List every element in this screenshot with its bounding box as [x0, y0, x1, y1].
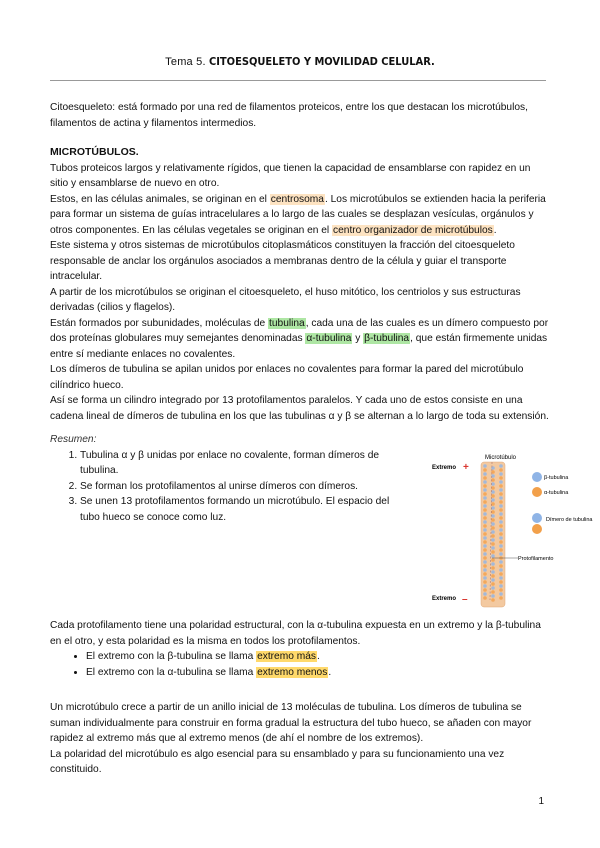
tubulin-dot [499, 572, 503, 576]
tubulin-dot [499, 476, 503, 480]
tubulin-dot [491, 598, 495, 602]
tubulin-dot [499, 484, 503, 488]
tubulin-dot [483, 484, 487, 488]
text: . [493, 224, 497, 236]
beta-legend-label: β-tubulina [544, 475, 569, 481]
tubulin-dot [499, 548, 503, 552]
tubulin-dot [483, 524, 487, 528]
tubulin-dot [483, 552, 487, 556]
tubulin-dot [483, 548, 487, 552]
tubulin-dot [491, 570, 495, 574]
text: El extremo con la α-tubulina se llama [86, 666, 257, 678]
tubulin-dot [483, 508, 487, 512]
plus-sign: + [463, 462, 469, 473]
microtubule-figure [430, 450, 593, 610]
tubulin-dot [483, 476, 487, 480]
tubulin-dot [483, 588, 487, 592]
paragraph-5 [50, 316, 550, 363]
paragraph-8: Cada protofilamento tiene una polaridad estructural, con la α-tubulina expuesta en un extremo y la β-tubulina en el otro, y esta polaridad es la misma en todos los protofilamentos. [50, 620, 541, 647]
beta-legend-dot [532, 472, 542, 482]
resumen-list [50, 448, 410, 526]
text: El extremo con la β-tubulina se llama [86, 651, 257, 662]
tubulin-dot [499, 528, 503, 532]
alpha-legend-dot [532, 487, 542, 497]
tubulin-dot [499, 560, 503, 564]
tubulin-dot [499, 516, 503, 520]
text: . Los microtúbulos se extienden hacia la periferia para formar un sistema de guías intracelulares a lo largo de las cuales se desplazan vesículas, orgánulos y otros componentes. En las células vegetales se originan en el [50, 193, 546, 236]
polarity-section [50, 618, 550, 680]
tubulin-dot [499, 536, 503, 540]
intro-paragraph: Citoesqueleto: está formado por una red de filamentos proteicos, entre los que destacan los microtúbulos, filamentos de actina y filamentos intermedios. [50, 102, 528, 129]
topic-label: Tema 5. [165, 56, 206, 68]
resumen-label: Resumen: [50, 434, 97, 445]
paragraph-4: A partir de los microtúbulos se originan el citoesqueleto, el huso mitótico, los centriolos y sus estructuras derivadas (cilios y flagelos). [50, 286, 521, 313]
tubulin-dot [491, 546, 495, 550]
text: , que están firmemente unidas entre sí mediante enlaces no covalentes. [50, 333, 548, 360]
tubulin-dot [483, 504, 487, 508]
tubulin-dot [491, 578, 495, 582]
tubulin-dot [499, 576, 503, 580]
tubulin-dot [483, 532, 487, 536]
tubulin-dot [491, 534, 495, 538]
tubulin-dot [499, 512, 503, 516]
resumen-item: 2. Se forman los protofilamentos al unirse dímeros con dímeros. [80, 479, 410, 495]
minus-end-label: Extremo [432, 596, 457, 602]
tubulin-dot [499, 504, 503, 508]
topic-title: CITOESQUELETO Y MOVILIDAD CELULAR. [208, 55, 435, 68]
dimer-legend-beta [532, 513, 542, 523]
tubulin-dot [491, 530, 495, 534]
tubulin-dot [491, 582, 495, 586]
tubulin-dot [499, 488, 503, 492]
text: . [328, 666, 332, 678]
tubulin-dot [499, 532, 503, 536]
tubulin-dot [483, 560, 487, 564]
tubulin-dot [499, 540, 503, 544]
tubulin-dot [491, 526, 495, 530]
tubulin-dot [491, 590, 495, 594]
tubulin-dot [491, 554, 495, 558]
tubulin-dot [483, 528, 487, 532]
tubulin-dot [499, 580, 503, 584]
tubulin-dot [499, 496, 503, 500]
tubulin-dot [483, 520, 487, 524]
paragraph-2 [50, 192, 550, 239]
highlight-beta-tubulina: β-tubulina [364, 333, 410, 344]
tubulin-dot [499, 544, 503, 548]
tubulin-dot [483, 556, 487, 560]
tubulin-dot [483, 468, 487, 472]
text: Están formados por subunidades, moléculas de [50, 317, 269, 329]
tubulin-dot [483, 568, 487, 572]
minus-sign: – [462, 594, 468, 605]
paragraph-3: Este sistema y otros sistemas de microtúbulos citoplasmáticos constituyen la fracción del citoesqueleto responsable de anclar los orgánulos asociados a membranas dentro de la célula y guiar el transporte intracelular. [50, 240, 515, 282]
intro-block [50, 100, 550, 131]
tubulin-dot [491, 566, 495, 570]
ends-item [86, 649, 550, 665]
tubulin-dot [483, 584, 487, 588]
tubulin-dot [499, 584, 503, 588]
tubulin-dot [483, 596, 487, 600]
figure-title: Microtúbulo [485, 455, 517, 461]
tubulin-dot [491, 514, 495, 518]
tubulin-dot [499, 592, 503, 596]
tubulin-dot [483, 580, 487, 584]
tubulin-dots [483, 464, 503, 602]
paragraph-1: Tubos proteicos largos y relativamente rígidos, que tienen la capacidad de ensamblarse con rapidez en un sitio y ensamblarse de nuevo en otro. [50, 162, 531, 189]
ends-item [86, 665, 550, 681]
tubulin-dot [491, 510, 495, 514]
tubulin-dot [483, 572, 487, 576]
tubulin-dot [483, 492, 487, 496]
tubulin-dot [483, 576, 487, 580]
alpha-legend-label: α-tubulina [544, 490, 569, 496]
tubulin-dot [499, 500, 503, 504]
highlight-tubulina: tubulina [269, 317, 305, 329]
tubulin-dot [491, 506, 495, 510]
tubulin-dot [499, 588, 503, 592]
tubulin-dot [491, 550, 495, 554]
dimer-legend-alpha [532, 524, 542, 534]
paragraph-6: Los dímeros de tubulina se apilan unidos por enlaces no covalentes para formar la pared del microtúbulo cilíndrico hueco. [50, 364, 524, 391]
text: . [316, 651, 320, 662]
tubulin-dot [483, 564, 487, 568]
tubulin-dot [499, 552, 503, 556]
tubulin-dot [483, 472, 487, 476]
tubulin-dot [483, 540, 487, 544]
tubulin-dot [483, 544, 487, 548]
tubulin-dot [483, 592, 487, 596]
tubulin-dot [491, 558, 495, 562]
tubulin-dot [483, 488, 487, 492]
tubulin-dot [499, 524, 503, 528]
tubulin-dot [499, 480, 503, 484]
tubulin-dot [483, 500, 487, 504]
tubulin-dot [491, 502, 495, 506]
tubulin-dot [491, 594, 495, 598]
tubulin-dot [499, 472, 503, 476]
growth-section [50, 700, 550, 778]
tubulin-dot [483, 536, 487, 540]
header-divider [50, 80, 546, 81]
page-header [0, 55, 600, 68]
tubulin-dot [491, 522, 495, 526]
tubulin-dot [483, 464, 487, 468]
protofilament-label: Protofilamento [518, 556, 554, 562]
highlight-alpha-tubulina: α-tubulina [306, 333, 352, 344]
text: , cada una de las cuales es un dímero compuesto por dos proteínas globulares muy semejantes denominadas [50, 317, 549, 344]
tubulin-dot [499, 564, 503, 568]
highlight-extremo-mas: extremo más [257, 651, 316, 662]
plus-end-label: Extremo [432, 465, 457, 471]
tubulin-dot [499, 596, 503, 600]
tubulin-dot [499, 508, 503, 512]
tubulin-dot [483, 496, 487, 500]
resumen-item: 3. Se unen 13 protofilamentos formando un microtúbulo. El espacio del tubo hueco se conoce como luz. [80, 494, 410, 525]
dimer-legend-label: Dímero de tubulina [546, 517, 593, 523]
tubulin-dot [483, 480, 487, 484]
tubulin-dot [491, 586, 495, 590]
tubulin-dot [499, 468, 503, 472]
tubulin-dot [499, 464, 503, 468]
page-number: 1 [538, 796, 544, 807]
tubulin-dot [483, 512, 487, 516]
tubulin-dot [491, 518, 495, 522]
highlight-extremo-menos: extremo menos [257, 666, 328, 678]
section-title: MICROTÚBULOS. [50, 146, 139, 158]
paragraph-9: Un microtúbulo crece a partir de un anillo inicial de 13 moléculas de tubulina. Los dímeros de tubulina se suman individualmente para construir en forma gradual la estructura del tubo hueco, se añaden con mayor rapidez al extremo más que al extremo menos (de ahí el nombre de los extremos). [50, 702, 532, 744]
resumen-item: 1. Tubulina α y β unidas por enlace no covalente, forman dímeros de tubulina. [80, 448, 410, 479]
tubulin-dot [499, 492, 503, 496]
text: y [352, 333, 364, 344]
highlight-cmto: centro organizador de microtúbulos [333, 224, 493, 236]
tubulin-dot [499, 520, 503, 524]
ends-list [50, 649, 550, 680]
highlight-centrosoma: centrosoma [270, 193, 324, 205]
text: Estos, en las células animales, se originan en el [50, 193, 270, 205]
tubulin-dot [483, 516, 487, 520]
tubulin-dot [491, 574, 495, 578]
paragraph-10: La polaridad del microtúbulo es algo esencial para su ensamblado y para su funcionamiento una vez constituido. [50, 748, 505, 775]
tubulin-dot [491, 538, 495, 542]
paragraph-7: Así se forma un cilindro integrado por 13 protofilamentos paralelos. Y cada uno de estos consiste en una cadena lineal de dímeros de tubulina en los que las tubulinas α y β se alternan a lo largo de toda su extensión. [50, 395, 549, 422]
tubulin-dot [499, 568, 503, 572]
tubulin-dot [491, 542, 495, 546]
tubulin-dot [491, 562, 495, 566]
